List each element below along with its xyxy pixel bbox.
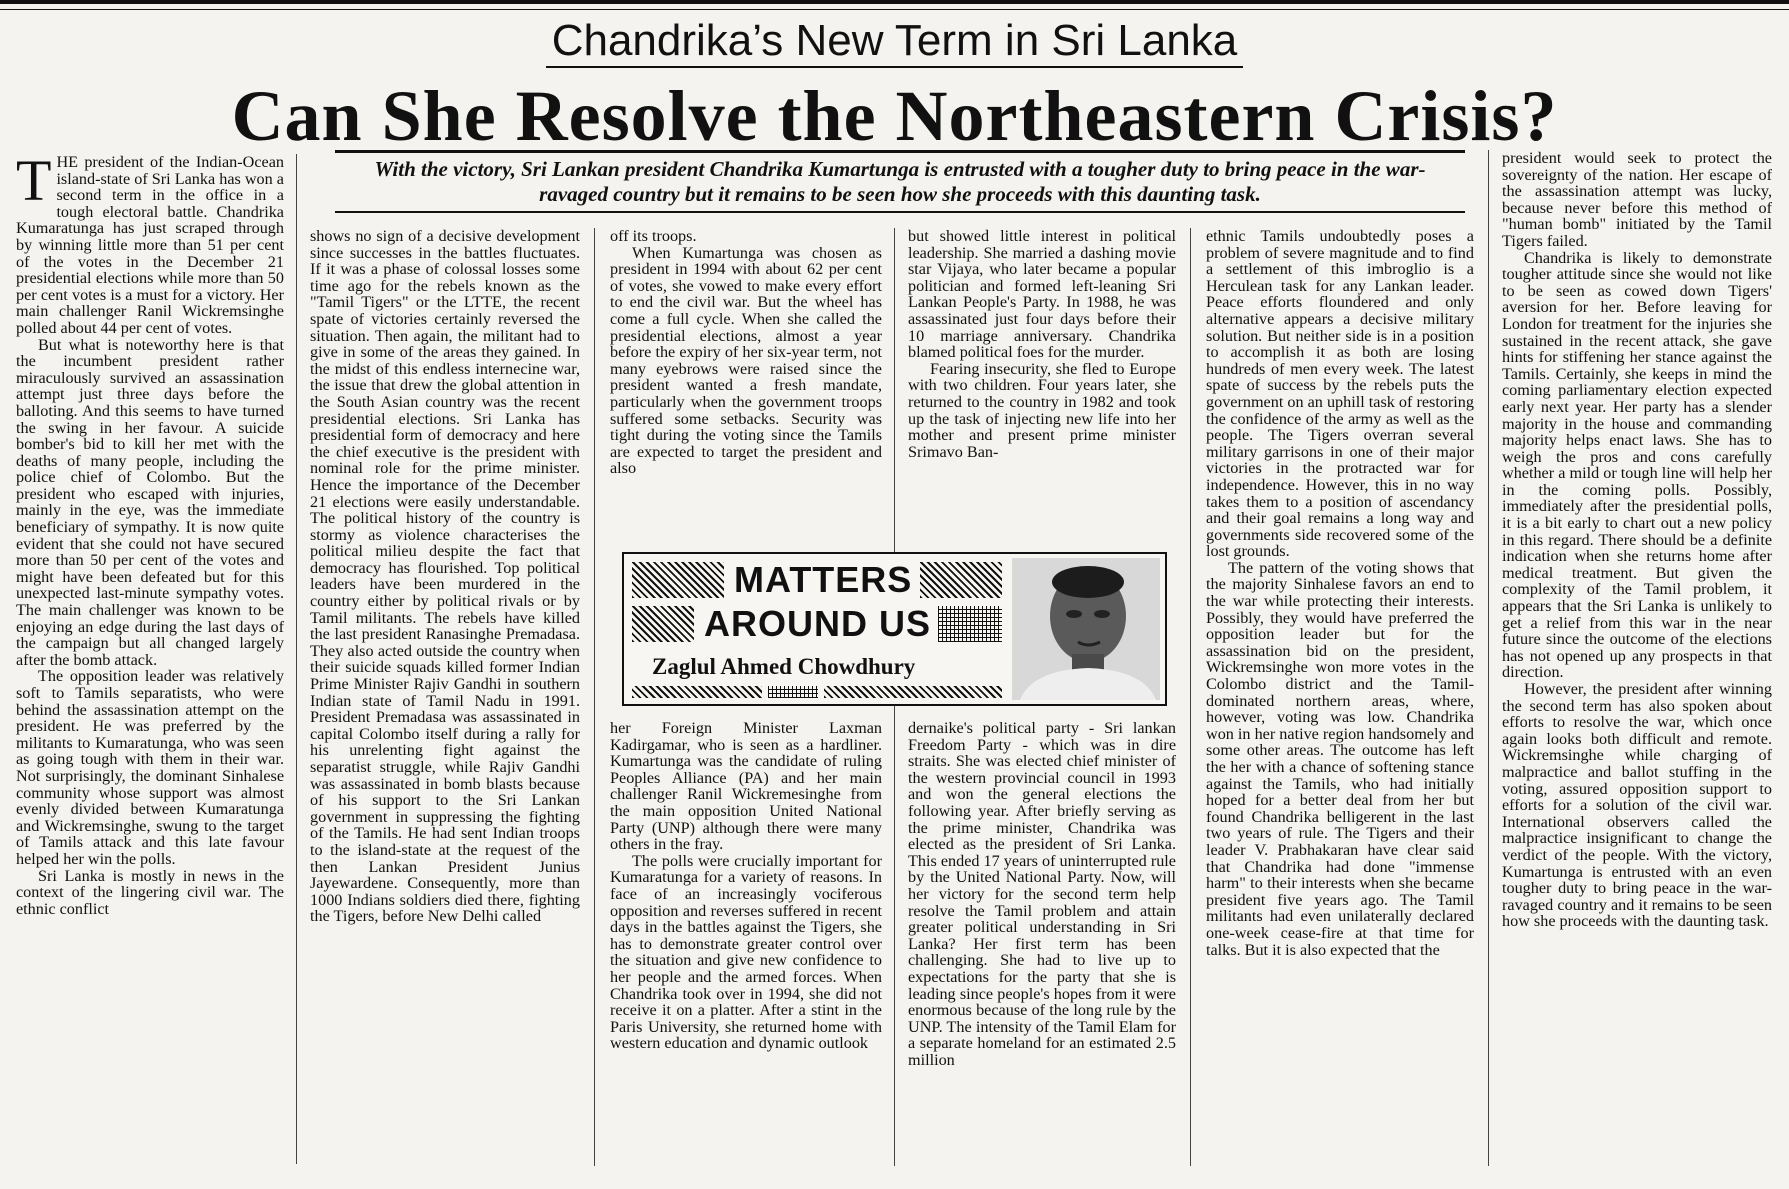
top-rule-thin [0, 9, 1789, 10]
paragraph: THE president of the Indian-Ocean island-state of Sri Lanka has won a second term in the office in a tough electoral battle. Chandrika Kumaratunga has just scraped through by winning little more than 51 per cent of the votes in the December 21 presidential elections while more than 50 per cent votes is a must for a victory. Her main challenger Ranil Wickremsinghe polled about 44 per cent of votes. [16, 154, 284, 337]
paragraph: but showed little interest in political leadership. She married a dashing movie star Vijaya, who later became a popular politician and formed left-leaning Sri Lankan People's Party. In 1988, he was assassinated just four days before their 10 marriage anniversary. Chandrika blamed political foes for the murder. [908, 228, 1176, 362]
hatch-pattern [632, 606, 694, 642]
paragraph: dernaike's political party - Sri lankan Freedom Party - which was in dire straits. She was elected chief minister of the western provincial council in 1993 and won the general elections the following year. After briefly serving as the prime minister, Chandrika was elected as the president of Sri Lanka. This ended 17 years of uninterrupted rule by the United National Party. Now, will her victory for the second term help resolve the Tamil problem and attain greater political understanding in Sri Lanka? Her first term has been challenging. She had to live up to expectations for the party that she is leading since people's hopes from it were enormous because of the long rule by the UNP. The intensity of the Tamil Elam for a separate homeland for an estimated 2.5 million [908, 720, 1176, 1069]
paragraph: shows no sign of a decisive development since successes in the battles fluctuates. If it was a phase of colossal losses some time ago for the rebels known as the "Tamil Tigers" or the LTTE, the recent spate of victories certainly reversed the situation. Then again, the militant had to give in some of the areas they gained. In the midst of this endless internecine war, the issue that drew the global attention in the South Asian country was the recent presidential elections. Sri Lanka has presidential form of democracy and here the chief executive is the president with nominal role for the prime minister. Hence the importance of the December 21 elections were easily understandable. The political history of the country is stormy as violence characterises the political milieu despite the fact that democracy has flourished. Top political leaders have been murdered in the country either by political rivals or by Tamil militants. The rebels have killed the last president Ranasinghe Premadasa. They also acted outside the country when their suicide squads killed former Indian Prime Minister Rajiv Gandhi in southern Indian state of Tamil Nadu in 1991. President Premadasa was assassinated in capital Colombo itself during a rally for his unrelenting fight against the separatist struggle, while Rajiv Gandhi was assassinated in bomb blasts because of his support to the Sri Lankan government in suppressing the fighting of the Tamils. He had sent Indian troops to the island-state at the request of the then Lankan President Junius Jayewardene. Consequently, more than 1000 Indians soldiers died there, fighting the Tigers, before New Delhi called [310, 228, 580, 926]
hatch-pattern [632, 686, 762, 698]
headline: Can She Resolve the Northeastern Crisis? [231, 76, 1558, 156]
article-column-5 [1206, 228, 1474, 1166]
article-column-3-bottom [610, 720, 882, 1166]
column-title-line1: MATTERS [734, 559, 913, 600]
paragraph: The pattern of the voting shows that the majority Sinhalese favors an end to the war while protecting their interests. Possibly, they would have preferred the opposition leader but for the assassination bid on the president, Wickremsinghe won more votes in the Colombo district and the Tamil-dominated northern areas, where, however, voting was low. Chandrika won in her native region handsomely and some other areas. The outcome has left the her with a chance of softening stance against the Tamils, who had initially hoped for a better deal from her but found Chandrika belligerent in the last two years of rule. The Tigers and their leader V. Prabhakaran have clear said that Chandrika had done "immense harm" to their interests when she became president five years ago. The Tamil militants had even unilaterally declared one-week cease-fire at that time for talks. But it is also expected that the [1206, 558, 1474, 959]
paragraph: The polls were crucially important for Kumaratunga for a variety of reasons. In face of an increasingly vociferous opposition and reverses suffered in recent days in the battles against the Tigers, she has to demonstrate greater control over the situation and give new confidence to her people and the armed forces. When Chandrika took over in 1994, she did not receive it on a platter. After a stint in the Paris University, she returned home with western education and dynamic outlook [610, 851, 882, 1053]
column-byline: Zaglul Ahmed Chowdhury [652, 654, 916, 679]
kicker [0, 16, 1789, 68]
hatch-pattern [824, 686, 1002, 698]
hatch-pattern [632, 562, 724, 598]
grid-pattern [938, 606, 1002, 642]
paragraph: The opposition leader was relatively soft to Tamils separatists, who were behind the assassination attempt on the president. He was preferred by the militants to Kumaratunga, who was seen as going tough with them in their war. Not surprisingly, the dominant Sinhalese community whose support was almost evenly divided between Kumaratunga and Wickremsinghe, swung to the target of Tamils attack and this late favour helped her win the polls. [16, 667, 284, 868]
paragraph: ethnic Tamils undoubtedly poses a problem of severe magnitude and to find a settlement of this imbroglio is a Herculean task for any Lankan leader. Peace efforts floundered and only alternative appears a decisive military solution. But neither side is in a position to accomplish it as both are losing hundreds of men every week. The latest spate of success by the rebels puts the government on an uphill task of restoring the confidence of the army as well as the people. The Tigers overran several military garrisons in one of their major victories in the protracted war for independence. However, this in no way takes them to a position of ascendancy and their goal remains a long way and governments side recovered some of the lost grounds. [1206, 228, 1474, 561]
article-column-4-top [908, 228, 1176, 538]
article-column-2 [310, 228, 580, 1166]
paragraph: However, the president after winning the second term has also spoken about efforts to resolve the war, which once again looks both difficult and remote. Wickremsinghe while charging of malpractice and ballot stuffing in the voting, assured opposition support to efforts for a solution of the civil war. International observers called the malpractice insignificant to change the verdict of the people. With the victory, Kumartunga is entrusted with an even tougher duty to bring peace in the war-ravaged country and it remains to be seen how she proceeds with the daunting task. [1502, 680, 1772, 931]
paragraph: her Foreign Minister Laxman Kadirgamar, who is seen as a hardliner. Kumartunga was the candidate of ruling Peoples Alliance (PA) and her main challenger Ranil Wickremesinghe from the main opposition United National Party (UNP) although there were many others in the fray. [610, 720, 882, 854]
grid-pattern [768, 686, 818, 698]
column-rule [1190, 228, 1191, 1166]
hatch-pattern [920, 562, 1002, 598]
column-rule [1488, 150, 1489, 1166]
kicker-text: Chandrika’s New Term in Sri Lanka [546, 16, 1244, 68]
paragraph: president would seek to protect the sovereignty of the nation. Her escape of the assassination attempt was lucky, because never before this method of "human bomb" initiated by the Tamil Tigers failed. [1502, 150, 1772, 250]
drop-cap: T [16, 154, 52, 213]
paragraph: Fearing insecurity, she fled to Europe with two children. Four years later, she returned to the country in 1982 and took up the task of injecting new life into her mother and present prime minister Srimavo Ban- [908, 359, 1176, 461]
paragraph: off its troops. [610, 228, 697, 245]
article-column-3-top [610, 228, 882, 538]
article-column-4-bottom [908, 720, 1176, 1166]
column-rule [594, 228, 595, 1166]
deck: With the victory, Sri Lankan president Chandrika Kumartunga is entrusted with a tougher duty to bring peace in the war-ravaged country but it remains to be seen how she proceeds with this daunting task. [335, 150, 1465, 213]
paragraph: Chandrika is likely to demonstrate tougher attitude since she would not like to be seen as cowed down Tigers' aversion for her. Before leaving for London for treatment for the injuries she sustained in the recent attack, she gave hints for stiffening her stance against the Tamils. Certainly, she keeps in mind the coming parliamentary election expected early next year. Her party has a slender majority in the house and commanding majority helps enact laws. She has to weigh the pros and cons carefully whether a mild or tough line will help her in the coming polls. Possibly, immediately after the presidential polls, it is a bit early to chart out a new policy in this regard. There should be a definite indication when she returns home after medical treatment. But given the complexity of the Tamil problem, it appears that the Sri Lanka is unlikely to get a relief from this war in the near future since the outcome of the elections has not opened up any prospects in that direction. [1502, 248, 1772, 682]
paragraph: Sri Lanka is mostly in news in the context of the lingering civil war. The ethnic conflict [16, 866, 284, 918]
top-rule [0, 0, 1789, 4]
column-title-line2: AROUND US [704, 603, 932, 644]
portrait-svg [1012, 558, 1160, 700]
paragraph: But what is noteworthy here is that the incumbent president rather miraculously survived an assassination attempt just three days before the balloting. And this seems to have turned the swing in her favour. A suicide bomber's bid to kill her met with the deaths of many people, including the police chief of Colombo. But the president who escaped with injuries, mainly in the eye, was the immediate beneficiary of sympathy. It is now quite evident that she could not have secured more than 50 per cent of the votes and might have been defeated but for this unexpected last-minute sympathy votes. The main challenger was known to be enjoying an edge during the last days of the campaign but all changed largely after the bomb attack. [16, 335, 284, 669]
author-portrait-icon [1012, 558, 1160, 700]
column-logo-box [622, 552, 1167, 706]
article-column-6 [1502, 150, 1772, 1166]
paragraph: When Kumartunga was chosen as president in 1994 with about 62 per cent of votes, she vowed to make every effort to end the civil war. But the wheel has come a full cycle. When she called the presidential elections, almost a year before the expiry of her six-year term, not many eyebrows were raised since the president wanted a fresh mandate, particularly when the government troops suffered some setbacks. Security was tight during the voting since the Tamils are expected to target the president and also [610, 243, 882, 478]
column-rule [296, 154, 297, 1164]
article-column-1 [16, 154, 284, 1164]
